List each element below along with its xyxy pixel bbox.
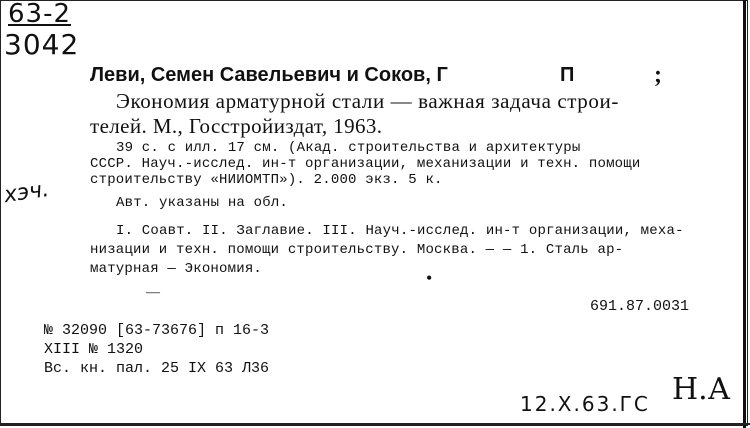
classification-number: 691.87.0031 — [590, 298, 690, 315]
description-line-3: строительству «НИИОМТП»). 2.000 экз. 5 к. — [90, 172, 443, 188]
handwritten-initials: Н.А — [672, 372, 731, 407]
description-line-2: СССР. Науч.-исслед. ин-т организации, механизации и техн. помощи — [90, 156, 641, 172]
dot-mark: • — [426, 268, 433, 288]
dash-mark: — — [146, 285, 160, 300]
catalog-line-2: XIII № 1320 — [44, 341, 144, 358]
author-initial: П — [560, 64, 575, 86]
title-line-2: телей. М., Госстройиздат, 1963. — [90, 114, 383, 138]
handwritten-number-second: 3042 — [4, 28, 80, 61]
subject-line-2: низации и техн. помощи строительству. Москва. — — 1. Сталь ар- — [90, 242, 624, 258]
subject-line-1: I. Соавт. II. Заглавие. III. Науч.-исслед. ин-т организации, меха- — [116, 223, 684, 239]
handwritten-date: 12.X.63.ГС — [520, 392, 650, 416]
handwritten-left-note: хэч. — [2, 176, 51, 209]
catalog-line-3: Вс. кн. пал. 25 IX 63 Л36 — [44, 360, 270, 377]
card-right-edge — [743, 0, 746, 428]
author-mark: ; — [654, 62, 662, 88]
catalog-line-1: № 32090 [63-73676] п 16-3 — [44, 322, 270, 339]
title-line-1: Экономия арматурной стали — важная задача строи- — [116, 89, 619, 113]
handwritten-number-top: 63-2 — [8, 0, 72, 29]
description-line-4: Авт. указаны на обл. — [116, 195, 289, 211]
subject-line-3: матурная — Экономия. — [90, 261, 263, 277]
card-bottom-edge — [0, 423, 750, 425]
author-heading: Леви, Семен Савельевич и Соков, Г — [90, 64, 448, 86]
description-line-1: 39 с. с илл. 17 см. (Акад. строительства и архитектуры — [116, 140, 581, 156]
